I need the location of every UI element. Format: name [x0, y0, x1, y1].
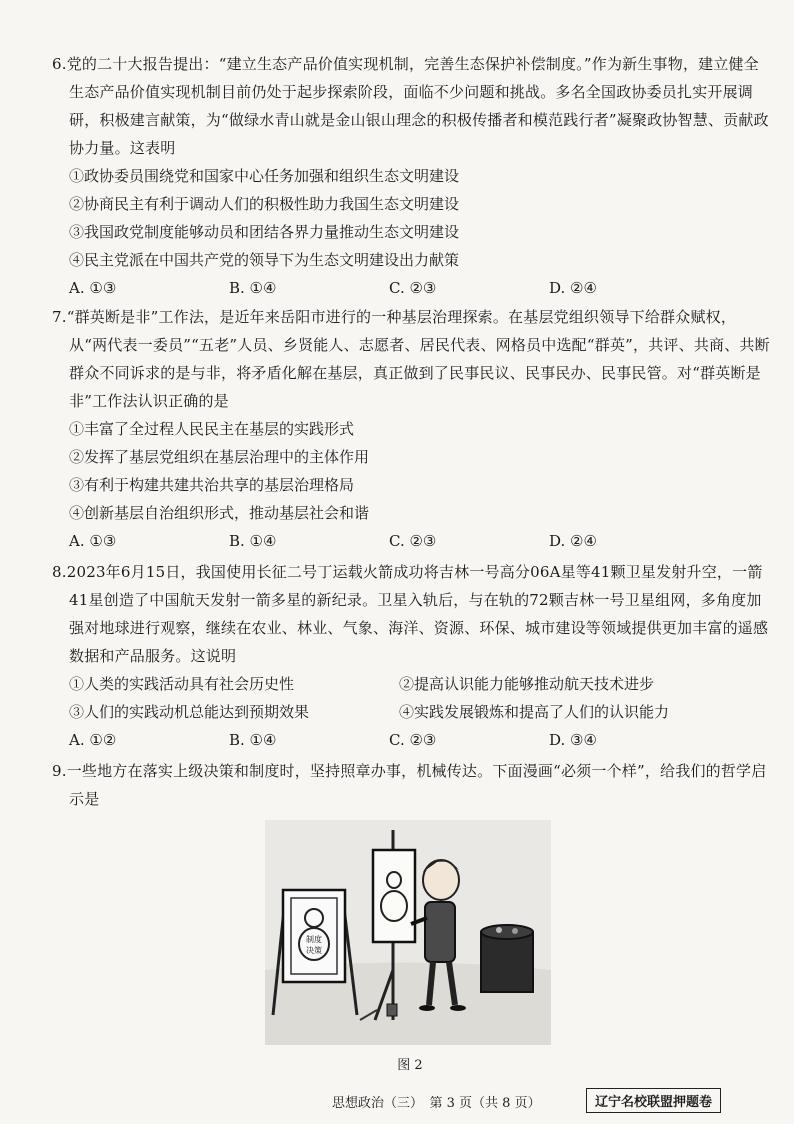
paint-can [387, 1004, 397, 1016]
option-c[interactable]: C. ②③ [389, 532, 437, 550]
statement-3: ③人们的实践动机总能达到预期效果 [69, 703, 310, 721]
option-c[interactable]: C. ②③ [389, 279, 437, 297]
answer-options [52, 274, 772, 302]
question-7 [52, 303, 772, 555]
answer-options [52, 527, 772, 555]
option-b[interactable]: B. ①④ [229, 731, 277, 749]
statement-1: ①丰富了全过程人民民主在基层的实践形式 [69, 420, 355, 438]
statement-row-1 [52, 670, 772, 698]
cartoon-figure [265, 820, 551, 1045]
statement-3: ③有利于构建共建共治共享的基层治理格局 [69, 476, 355, 494]
statement-1: ①人类的实践活动具有社会历史性 [69, 675, 295, 693]
question-stem: 8.2023年6月15日，我国使用长征二号丁运载火箭成功将吉林一号高分06A星等41颗卫星发射升空，一箭41星创造了中国航天发射一箭多星的新纪录。卫星入轨后，与在轨的72颗吉林一号卫星组网，多角度加强对地球进行观察，继续在农业、林业、气象、海洋、资源、环保、城市建设等领域提供更加丰富的遥感数据和产品服务。这说明 [52, 563, 769, 665]
paint-box [481, 925, 533, 992]
question-6 [52, 50, 772, 302]
statement-4: ④民主党派在中国共产党的领导下为生态文明建设出力献策 [69, 251, 460, 269]
option-a[interactable]: A. ①③ [69, 532, 117, 550]
question-stem: 7.“群英断是非”工作法，是近年来岳阳市进行的一种基层治理探索。在基层党组织领导下给群众赋权，从“两代表一委员”“五老”人员、乡贤能人、志愿者、居民代表、网格员中选配“群英”，共评、共商、共断群众不同诉求的是与非，将矛盾化解在基层，真正做到了民事民议、民事民办、民事民管。对“群英断是非”工作法认识正确的是 [52, 308, 770, 410]
option-b[interactable]: B. ①④ [229, 532, 277, 550]
statement-4: ④实践发展锻炼和提高了人们的认识能力 [399, 703, 670, 721]
page-number: 思想政治（三） 第 3 页（共 8 页） [332, 1096, 541, 1111]
option-d[interactable]: D. ②④ [549, 279, 597, 297]
statement-2: ②提高认识能力能够推动航天技术进步 [399, 675, 655, 693]
sign-text: 决策 [306, 946, 322, 955]
question-stem: 9.一些地方在落实上级决策和制度时，坚持照章办事，机械传达。下面漫画“必须一个样”，给我们的哲学启示是 [52, 762, 767, 808]
statement-2: ②发挥了基层党组织在基层治理中的主体作用 [69, 448, 370, 466]
answer-options [52, 726, 772, 754]
option-d[interactable]: D. ③④ [549, 731, 597, 749]
option-a[interactable]: A. ①② [69, 731, 117, 749]
question-8 [52, 558, 772, 754]
statement-3: ③我国政党制度能够动员和团结各界力量推动生态文明建设 [69, 223, 460, 241]
option-a[interactable]: A. ①③ [69, 279, 117, 297]
exam-brand-stamp: 辽宁名校联盟押题卷 [586, 1088, 721, 1113]
statement-4: ④创新基层自治组织形式，推动基层社会和谐 [69, 504, 370, 522]
statement-row-2 [52, 698, 772, 726]
question-9 [52, 757, 772, 813]
question-stem: 6.党的二十大报告提出：“建立生态产品价值实现机制，完善生态保护补偿制度。”作为新生事物，建立健全生态产品价值实现机制目前仍处于起步探索阶段，面临不少问题和挑战。多名全国政协委员扎实开展调研，积极建言献策，为“做绿水青山就是金山银山理念的积极传播者和模范践行者”凝聚政协智慧、贡献政协力量。这表明 [52, 55, 769, 157]
sign-text: 制度 [306, 935, 322, 944]
figure-caption: 图 2 [397, 1058, 423, 1073]
statement-1: ①政协委员围绕党和国家中心任务加强和组织生态文明建设 [69, 167, 460, 185]
statement-2: ②协商民主有利于调动人们的积极性助力我国生态文明建设 [69, 195, 460, 213]
option-c[interactable]: C. ②③ [389, 731, 437, 749]
option-b[interactable]: B. ①④ [229, 279, 277, 297]
option-d[interactable]: D. ②④ [549, 532, 597, 550]
